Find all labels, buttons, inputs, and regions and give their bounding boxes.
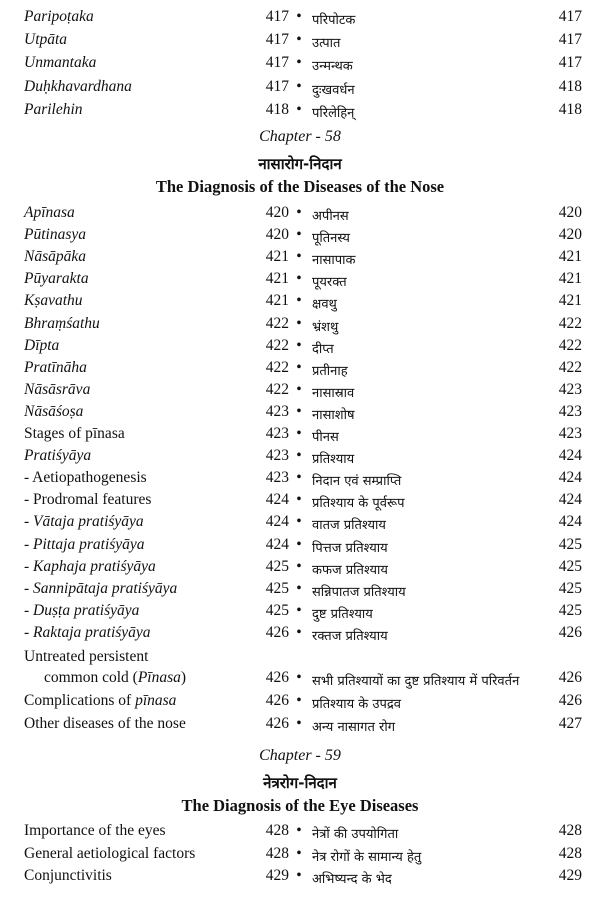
bullet: • [296, 358, 302, 376]
toc-row [0, 624, 600, 646]
page-number-left: 420 [265, 204, 289, 221]
toc-row [0, 337, 600, 359]
bullet: • [296, 292, 302, 310]
entry-title-hindi: प्रतीनाह [312, 363, 348, 379]
toc-row [0, 491, 600, 513]
page-number-left: 417 [265, 77, 289, 95]
toc-row-untreated-line2 [0, 669, 600, 691]
entry-title-hindi: नासापाक [312, 253, 356, 269]
entry-title: Other diseases of the nose [24, 714, 186, 732]
entry-title: - Raktaja pratiśyāya [24, 623, 151, 641]
bullet: • [296, 692, 302, 709]
page-number-right: 425 [558, 557, 582, 575]
page-number-right: 426 [558, 692, 582, 709]
entry-title: Pratiśyāya [24, 447, 92, 465]
page-number-right: 417 [558, 8, 582, 25]
bullet: • [296, 8, 302, 25]
bullet: • [296, 535, 302, 553]
chapter-59-title-hindi: नेत्ररोग-निदान [263, 774, 337, 792]
entry-title: Conjunctivitis [24, 867, 112, 884]
page-number-right: 420 [558, 226, 582, 244]
page-number-right: 421 [558, 292, 582, 310]
page-number-right: 422 [558, 358, 582, 376]
toc-row [0, 513, 600, 535]
entry-title: Paripoṭaka [24, 8, 94, 25]
toc-row [0, 580, 600, 602]
bullet: • [296, 579, 302, 597]
page-number-right: 428 [558, 822, 582, 839]
page-number-right: 423 [558, 380, 582, 398]
page-number-right: 422 [558, 336, 582, 354]
page-number-left: 421 [265, 248, 289, 266]
toc-row [0, 78, 600, 100]
entry-title: Bhraṃśathu [24, 314, 100, 332]
toc-row [0, 715, 600, 737]
bullet: • [296, 623, 302, 641]
bullet: • [296, 402, 302, 420]
page-number-left: 421 [265, 270, 289, 288]
page-number-left: 425 [265, 601, 289, 619]
entry-title-hindi: उन्मन्थक [312, 59, 353, 75]
toc-row [0, 469, 600, 491]
bullet: • [296, 669, 302, 686]
bullet: • [296, 314, 302, 332]
page-number-left: 428 [265, 822, 289, 839]
bullet: • [296, 226, 302, 244]
entry-title-hindi: दीप्त [312, 341, 334, 357]
entry-title-hindi: नासाशोष [312, 407, 355, 423]
page-number-left: 417 [265, 31, 289, 49]
entry-title-hindi: प्रतिश्याय के पूर्वरूप [312, 496, 405, 512]
bullet: • [296, 601, 302, 619]
page-number-left: 417 [265, 8, 289, 25]
entry-title-hindi: परिलेहिन् [312, 105, 355, 121]
entry-title-hindi: सन्निपातज प्रतिश्याय [312, 584, 406, 600]
entry-title-hindi: क्षवथु [312, 297, 337, 313]
page-number-right: 425 [558, 535, 582, 553]
toc-row [0, 425, 600, 447]
chapter-59-label: Chapter - 59 [259, 747, 341, 764]
entry-title-hindi: नासास्राव [312, 385, 355, 401]
toc-row [0, 867, 600, 889]
entry-title: Nāsāpāka [24, 248, 86, 266]
chapter-58-title-hindi: नासारोग-निदान [258, 155, 342, 173]
bullet: • [296, 822, 302, 839]
page-number-right: 421 [558, 248, 582, 266]
page-number-right: 425 [558, 579, 582, 597]
entry-title-hindi: निदान एवं सम्प्राप्ति [312, 474, 402, 490]
toc-row [0, 8, 600, 30]
page-number-left: 421 [265, 292, 289, 310]
page-number-left: 425 [265, 557, 289, 575]
bullet: • [296, 447, 302, 465]
bullet: • [296, 557, 302, 575]
entry-title: Stages of pīnasa [24, 425, 125, 442]
page-number-left: 424 [265, 491, 289, 509]
entry-title-hindi: नेत्र रोगों के सामान्य हेतु [312, 849, 422, 865]
entry-title: - Duṣṭa pratiśyāya [24, 601, 140, 619]
bullet: • [296, 31, 302, 49]
entry-title-hindi: प्रतिश्याय के उपद्रव [312, 697, 402, 712]
page-number-right: 426 [558, 623, 582, 641]
toc-row [0, 101, 600, 123]
page-number-left: 429 [265, 867, 289, 884]
bullet: • [296, 336, 302, 354]
entry-title: Nāsāśoṣa [24, 402, 84, 420]
toc-row [0, 248, 600, 270]
toc-row [0, 822, 600, 844]
entry-title-hindi: अभिष्यन्द के भेद [312, 872, 392, 887]
bullet: • [296, 867, 302, 884]
entry-title-hindi: परिपोटक [312, 13, 356, 28]
page-number-right: 417 [558, 54, 582, 72]
entry-title-hindi: अन्य नासागत रोग [312, 719, 396, 735]
page-number-left: 424 [265, 513, 289, 531]
page-number-right: 428 [558, 844, 582, 862]
entry-title: Duḥkhavardhana [24, 77, 132, 95]
entry-title-hindi: पूतिनस्य [312, 231, 350, 247]
page-number-left: 424 [265, 535, 289, 553]
entry-title-hindi: वातज प्रतिश्याय [312, 518, 386, 534]
toc-row [0, 558, 600, 580]
entry-title: Utpāta [24, 31, 68, 49]
bullet: • [296, 425, 302, 442]
page-number-right: 429 [558, 867, 582, 884]
bullet: • [296, 270, 302, 288]
entry-title-hindi: दुष्ट प्रतिश्याय [312, 606, 373, 622]
entry-title-continued: common cold (Pīnasa) [44, 669, 187, 686]
bullet: • [296, 491, 302, 509]
page-number-left: 423 [265, 425, 289, 442]
page-number-right: 422 [558, 314, 582, 332]
page-number-left: 422 [265, 336, 289, 354]
page-number-right: 424 [558, 491, 582, 509]
page-number-right: 424 [558, 469, 582, 487]
entry-title: Nāsāsrāva [24, 380, 91, 398]
page-number-left: 417 [265, 54, 289, 72]
toc-row [0, 204, 600, 226]
page-number-left: 422 [265, 380, 289, 398]
page-number-left: 426 [265, 669, 289, 686]
entry-title-hindi: पीनस [312, 430, 339, 445]
bullet: • [296, 248, 302, 266]
entry-title: - Vātaja pratiśyāya [24, 513, 144, 531]
entry-title: - Pittaja pratiśyāya [24, 535, 145, 553]
entry-title-hindi: पूयरक्त [312, 275, 347, 291]
page-number-left: 423 [265, 447, 289, 465]
page-number-left: 423 [265, 402, 289, 420]
entry-title-hindi: नेत्रों की उपयोगिता [312, 827, 399, 842]
page-number-right: 424 [558, 513, 582, 531]
entry-title: Kṣavathu [24, 292, 83, 310]
entry-title: Pratīnāha [24, 358, 87, 376]
entry-title-hindi: पित्तज प्रतिश्याय [312, 540, 388, 556]
page-number-right: 426 [558, 669, 582, 686]
toc-row [0, 31, 600, 53]
entry-title: - Kaphaja pratiśyāya [24, 557, 156, 575]
bullet: • [296, 380, 302, 398]
toc-row [0, 602, 600, 624]
page-number-right: 421 [558, 270, 582, 288]
entry-title: Importance of the eyes [24, 822, 166, 839]
bullet: • [296, 469, 302, 487]
toc-row [0, 536, 600, 558]
toc-row [0, 692, 600, 714]
entry-title-hindi: सभी प्रतिश्यायों का दुष्ट प्रतिश्याय में परिवर्तन [312, 674, 520, 689]
page-number-right: 424 [558, 447, 582, 465]
entry-title: - Sannipātaja pratiśyāya [24, 579, 178, 597]
page-number-right: 423 [558, 425, 582, 442]
entry-title: - Aetiopathogenesis [24, 469, 147, 487]
toc-row-untreated-line1 [0, 648, 600, 670]
toc-row [0, 270, 600, 292]
entry-title-hindi: रक्तज प्रतिश्याय [312, 628, 388, 644]
page-number-left: 426 [265, 714, 289, 732]
entry-title-hindi: प्रतिश्याय [312, 452, 355, 468]
page-number-left: 420 [265, 226, 289, 244]
toc-row [0, 381, 600, 403]
entry-title: Complications of pīnasa [24, 692, 177, 709]
page-number-left: 425 [265, 579, 289, 597]
entry-title: Untreated persistent [24, 648, 149, 665]
entry-title-hindi: उत्पात [312, 36, 341, 52]
page-number-left: 423 [265, 469, 289, 487]
entry-title: - Prodromal features [24, 491, 152, 509]
page-number-right: 420 [558, 204, 582, 221]
chapter-58-label: Chapter - 58 [259, 128, 341, 145]
entry-title-hindi: भ्रंशथु [312, 319, 339, 335]
bullet: • [296, 100, 302, 118]
page-number-left: 426 [265, 623, 289, 641]
page-number-right: 418 [558, 77, 582, 95]
page-number-left: 422 [265, 358, 289, 376]
page-number-right: 423 [558, 402, 582, 420]
toc-row [0, 226, 600, 248]
page-number-left: 428 [265, 844, 289, 862]
entry-title: Parilehin [24, 100, 83, 118]
bullet: • [296, 54, 302, 72]
entry-title: Pūyarakta [24, 270, 89, 288]
page-number-right: 427 [558, 714, 582, 732]
page-number-left: 426 [265, 692, 289, 709]
page-number-left: 418 [265, 100, 289, 118]
toc-row [0, 315, 600, 337]
chapter-58-title-english: The Diagnosis of the Diseases of the Nose [155, 177, 445, 196]
bullet: • [296, 204, 302, 221]
page-number-left: 422 [265, 314, 289, 332]
entry-title-hindi: दुःखवर्धन [312, 82, 355, 98]
bullet: • [296, 513, 302, 531]
toc-row [0, 54, 600, 76]
chapter-59-title-english: The Diagnosis of the Eye Diseases [181, 796, 419, 815]
toc-row [0, 447, 600, 469]
toc-row [0, 845, 600, 867]
bullet: • [296, 844, 302, 862]
page-number-right: 425 [558, 601, 582, 619]
toc-row [0, 359, 600, 381]
entry-title: Pūtinasya [24, 226, 86, 244]
toc-row [0, 403, 600, 425]
entry-title-hindi: कफज प्रतिश्याय [312, 562, 388, 578]
toc-row [0, 292, 600, 314]
bullet: • [296, 77, 302, 95]
entry-title: Dīpta [24, 336, 60, 354]
entry-title-hindi: अपीनस [312, 209, 349, 224]
page-number-right: 418 [558, 100, 582, 118]
entry-title: Unmantaka [24, 54, 97, 72]
bullet: • [296, 714, 302, 732]
entry-title: Apīnasa [24, 204, 75, 221]
entry-title: General aetiological factors [24, 844, 196, 862]
page-number-right: 417 [558, 31, 582, 49]
